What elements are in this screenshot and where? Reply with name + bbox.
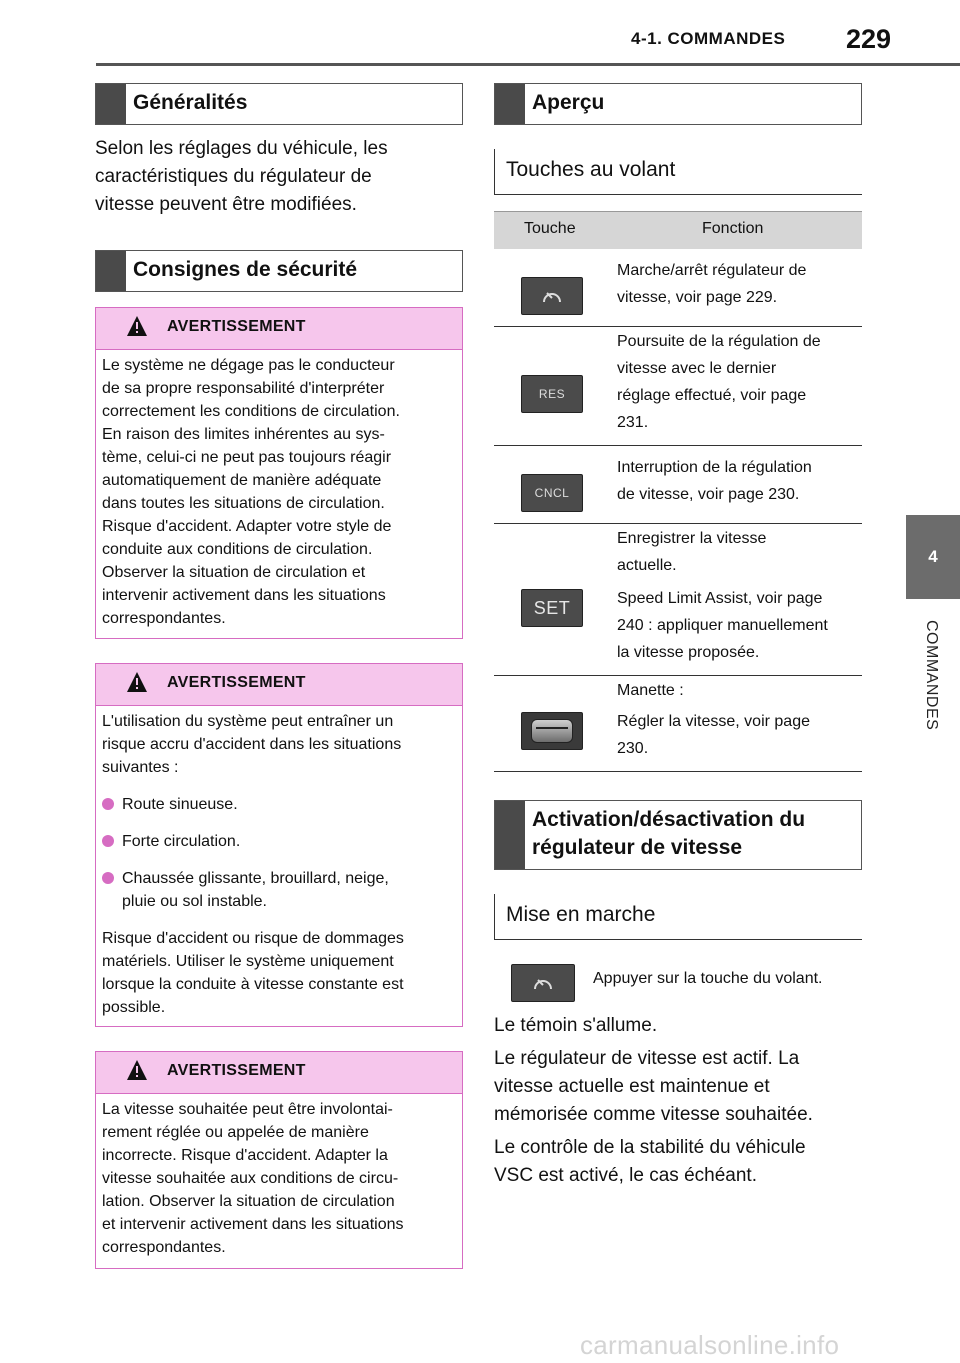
- text-line: 240 : appliquer manuellement: [617, 617, 828, 634]
- cruise-control-icon: [530, 972, 556, 994]
- rocker-lever-icon: [531, 719, 573, 743]
- text-line: 230.: [617, 740, 649, 757]
- text-line: risque accru d'accident dans les situations: [102, 736, 402, 753]
- warning-triangle-icon: [127, 1060, 147, 1080]
- text-line: Observer la situation de circulation et: [102, 564, 366, 581]
- text-line: La vitesse souhaitée peut être involontai-: [102, 1101, 393, 1118]
- res-button-label: RES: [538, 387, 566, 401]
- bullet-item: Route sinueuse.: [102, 793, 456, 816]
- row-function-text: [617, 257, 862, 311]
- text-line: Poursuite de la régulation de: [617, 333, 821, 350]
- text-line: L'utilisation du système peut entraîner un: [102, 713, 394, 730]
- section-title: 4-1. COMMANDES: [631, 29, 786, 48]
- cruise-control-icon: [539, 285, 565, 307]
- text-line: suivantes :: [102, 759, 179, 776]
- text-line: vitesse actuelle est maintenue et: [494, 1076, 770, 1097]
- text-line: Marche/arrêt régulateur de: [617, 262, 807, 279]
- heading-bar: [96, 251, 126, 291]
- mise-en-marche-title: Mise en marche: [506, 903, 656, 926]
- table-row: [494, 248, 862, 327]
- table-row: [494, 327, 862, 446]
- warning-box-3: [95, 1051, 463, 1269]
- text-line: caractéristiques du régulateur de: [95, 166, 372, 187]
- text-line: Selon les réglages du véhicule, les: [95, 138, 388, 159]
- text-line: actuelle.: [617, 557, 677, 574]
- warning-body: [102, 1098, 456, 1259]
- text-line: incorrecte. Risque d'accident. Adapter la: [102, 1147, 388, 1164]
- column-header-touche: Touche: [524, 220, 576, 237]
- table-header: [494, 211, 862, 249]
- text-line: Le régulateur de vitesse est actif. La: [494, 1048, 800, 1069]
- table-row: [494, 676, 862, 772]
- page-number: 229: [846, 24, 892, 54]
- activation-heading: [494, 800, 862, 870]
- warning-body: [102, 710, 456, 1019]
- warning-box-1: [95, 307, 463, 639]
- text-line: Interruption de la régulation: [617, 459, 812, 476]
- text-line: Enregistrer la vitesse: [617, 530, 767, 547]
- warning-header: [96, 308, 462, 350]
- activation-title-line2: régulateur de vitesse: [532, 836, 743, 859]
- res-button: [521, 375, 583, 413]
- chapter-tab: 4: [906, 515, 960, 599]
- cncl-button: [521, 474, 583, 512]
- heading-bar: [96, 84, 126, 124]
- mise-en-marche-subheading: [494, 894, 862, 940]
- text-line: possible.: [102, 999, 166, 1016]
- warning-header: [96, 664, 462, 706]
- text-line: lation. Observer la situation de circulation: [102, 1193, 395, 1210]
- warning-header: [96, 1052, 462, 1094]
- text-line: VSC est activé, le cas échéant.: [494, 1165, 757, 1186]
- text-line: la vitesse proposée.: [617, 644, 760, 661]
- text-line: Le système ne dégage pas le conducteur: [102, 357, 395, 374]
- text-line: correspondantes.: [102, 1239, 226, 1256]
- warning-title: AVERTISSEMENT: [167, 318, 306, 335]
- warning-body: [102, 354, 456, 630]
- text-line: et intervenir activement dans les situations: [102, 1216, 404, 1233]
- text-line: mémorisée comme vitesse souhaitée.: [494, 1104, 813, 1125]
- text-line: correctement les conditions de circulation.: [102, 403, 400, 420]
- set-button: [521, 589, 583, 627]
- chapter-side-label-text: COMMANDES: [923, 620, 940, 731]
- text-line: dans toutes les situations de circulation.: [102, 495, 385, 512]
- text-line: rement réglée ou appelée de manière: [102, 1124, 369, 1141]
- consignes-heading: [95, 250, 463, 292]
- text-line: lorsque la conduite à vitesse constante est: [102, 976, 404, 993]
- row-function-text: [617, 454, 862, 508]
- text-line: vitesse peuvent être modifiées.: [95, 194, 357, 215]
- steering-wheel-button: [511, 964, 575, 1002]
- touches-title: Touches au volant: [506, 158, 676, 181]
- text-line: intervenir activement dans les situations: [102, 587, 386, 604]
- warning-triangle-icon: [127, 316, 147, 336]
- bullet-item: Chaussée glissante, brouillard, neige,: [102, 867, 456, 890]
- text-line: En raison des limites inhérentes au sys-: [102, 426, 385, 443]
- text-line: Régler la vitesse, voir page: [617, 713, 810, 730]
- text-line: vitesse avec le dernier: [617, 360, 777, 377]
- instruction-text: Appuyer sur la touche du volant.: [593, 970, 823, 987]
- consignes-title: Consignes de sécurité: [133, 258, 358, 281]
- row-function-text: [617, 525, 862, 666]
- text-line: tème, celui-ci ne peut pas toujours réagir: [102, 449, 392, 466]
- text-line: Manette :: [617, 682, 684, 699]
- warning-box-2: [95, 663, 463, 1027]
- heading-bar: [495, 84, 525, 124]
- row-function-text: [617, 677, 862, 762]
- text-line: Le témoin s'allume.: [494, 1015, 658, 1036]
- heading-bar: [495, 801, 525, 869]
- text-line: vitesse, voir page 229.: [617, 289, 778, 306]
- text-line: de vitesse, voir page 230.: [617, 486, 800, 503]
- warning-title: AVERTISSEMENT: [167, 674, 306, 691]
- generalites-text: [95, 135, 465, 219]
- text-line: 231.: [617, 414, 649, 431]
- text-line: vitesse souhaitée aux conditions de circu-: [102, 1170, 399, 1187]
- generalites-heading: [95, 83, 463, 125]
- text-line: de sa propre responsabilité d'interpréter: [102, 380, 385, 397]
- bullet-continuation: pluie ou sol instable.: [122, 893, 267, 910]
- bullet-item: Forte circulation.: [102, 830, 456, 853]
- text-line: correspondantes.: [102, 610, 226, 627]
- text-line: Le contrôle de la stabilité du véhicule: [494, 1137, 806, 1158]
- activation-title-line1: Activation/désactivation du: [532, 808, 806, 831]
- text-line: Risque d'accident ou risque de dommages: [102, 930, 404, 947]
- mise-en-marche-text: [494, 1012, 864, 1190]
- cruise-control-button: [521, 277, 583, 315]
- rocker-lever-button: [521, 712, 583, 750]
- text-line: Risque d'accident. Adapter votre style de: [102, 518, 392, 535]
- table-row: [494, 524, 862, 676]
- warning-triangle-icon: [127, 672, 147, 692]
- watermark-text: carmanualsonline.info: [580, 1330, 840, 1360]
- text-line: réglage effectué, voir page: [617, 387, 807, 404]
- warning-title: AVERTISSEMENT: [167, 1062, 306, 1079]
- generalites-title: Généralités: [133, 91, 248, 114]
- set-button-label: SET: [533, 597, 571, 618]
- chapter-side-label: [900, 620, 960, 780]
- column-header-fonction: Fonction: [702, 220, 764, 237]
- table-row: [494, 446, 862, 524]
- cncl-button-label: CNCL: [534, 486, 570, 500]
- text-line: Speed Limit Assist, voir page: [617, 590, 823, 607]
- apercu-title: Aperçu: [532, 91, 605, 114]
- text-line: matériels. Utiliser le système uniquement: [102, 953, 394, 970]
- header-rule: [96, 63, 960, 66]
- apercu-heading: [494, 83, 862, 125]
- text-line: conduite aux conditions de circulation.: [102, 541, 373, 558]
- text-line: automatiquement de manière adéquate: [102, 472, 382, 489]
- touches-subheading: [494, 149, 862, 195]
- row-function-text: [617, 328, 862, 436]
